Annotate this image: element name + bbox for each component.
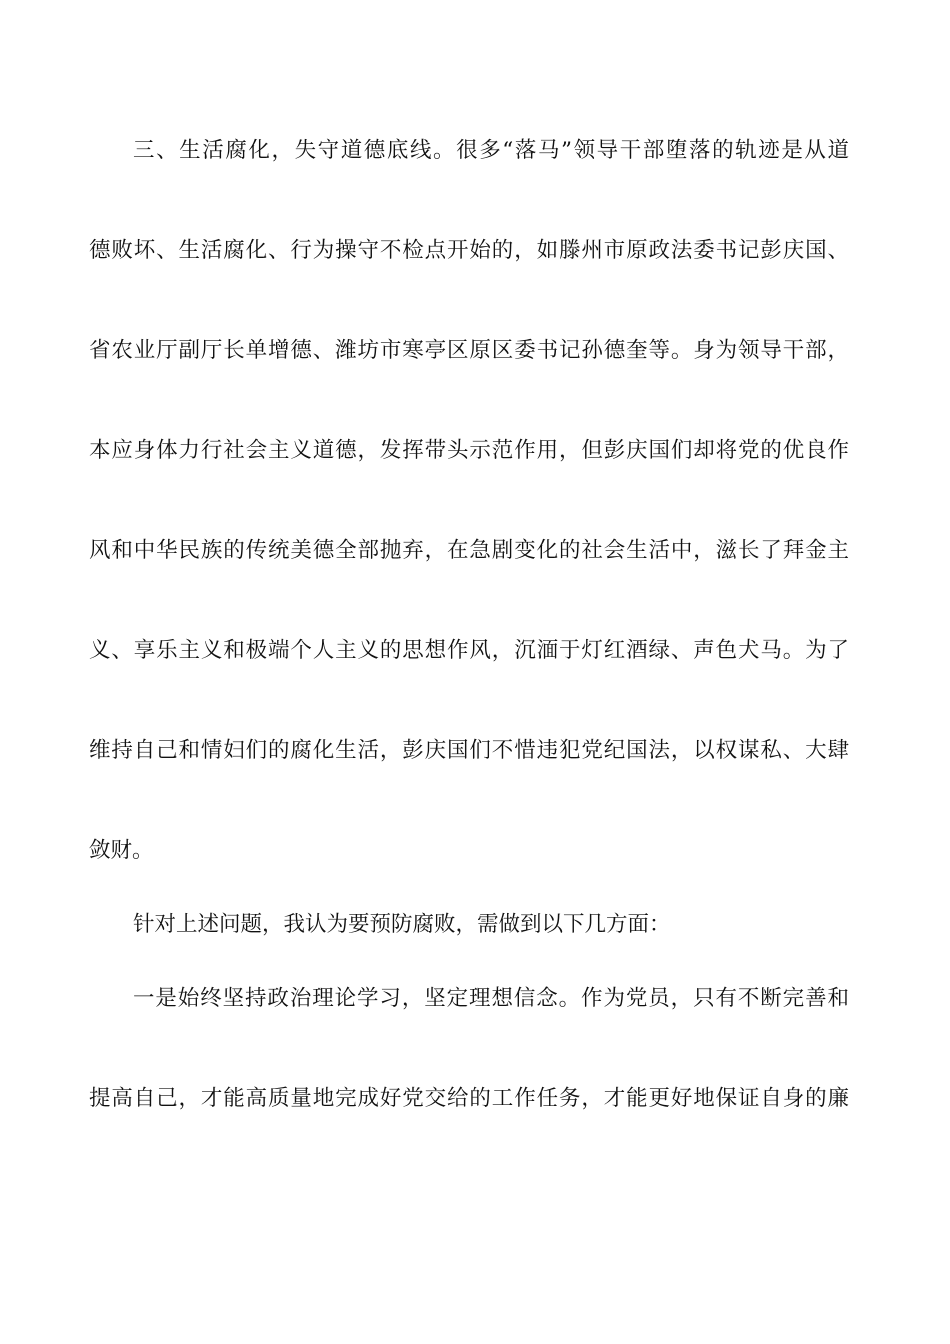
paragraph-2-line-1: 针对上述问题，我认为要预防腐败，需做到以下几方面： bbox=[133, 912, 671, 937]
paragraph-1-line-4: 本应身体力行社会主义道德，发挥带头示范作用，但彭庆国们却将党的优良作 bbox=[89, 438, 849, 463]
paragraph-3-line-2: 提高自己，才能高质量地完成好党交给的工作任务，才能更好地保证自身的廉 bbox=[89, 1086, 849, 1111]
paragraph-1-line-3: 省农业厅副厅长单增德、潍坊市寒亭区原区委书记孙德奎等。身为领导干部， bbox=[89, 338, 849, 363]
paragraph-1-line-8: 敛财。 bbox=[89, 838, 154, 863]
paragraph-1-line-1: 三、生活腐化，失守道德底线。很多“落马”领导干部堕落的轨迹是从道 bbox=[133, 138, 849, 163]
paragraph-1-line-5: 风和中华民族的传统美德全部抛弃，在急剧变化的社会生活中，滋长了拜金主 bbox=[89, 538, 849, 563]
paragraph-1-line-6: 义、享乐主义和极端个人主义的思想作风，沉湎于灯红酒绿、声色犬马。为了 bbox=[89, 638, 849, 663]
paragraph-3-line-1: 一是始终坚持政治理论学习，坚定理想信念。作为党员，只有不断完善和 bbox=[133, 986, 849, 1011]
paragraph-1-line-7: 维持自己和情妇们的腐化生活，彭庆国们不惜违犯党纪国法，以权谋私、大肆 bbox=[89, 738, 849, 763]
paragraph-1-line-2: 德败坏、生活腐化、行为操守不检点开始的，如滕州市原政法委书记彭庆国、 bbox=[89, 238, 849, 263]
